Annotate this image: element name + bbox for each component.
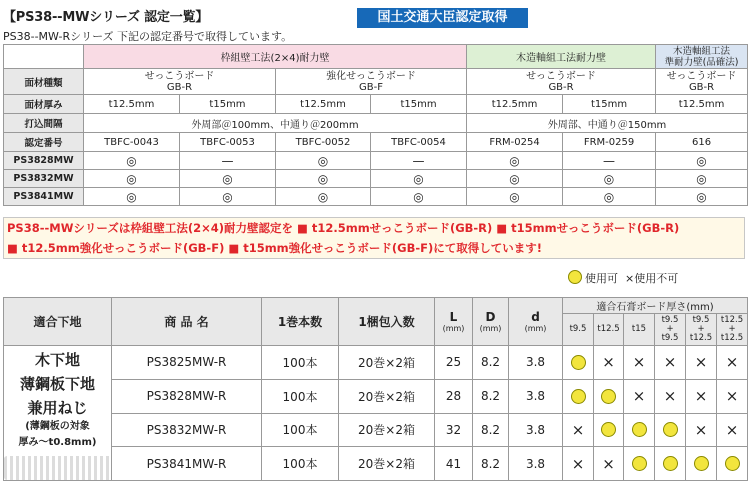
screw-coil-image <box>4 456 112 480</box>
fit-cell <box>717 346 748 380</box>
cert-mark: ◎ <box>563 170 656 188</box>
base-line-2: 薄鋼板下地 <box>19 375 95 393</box>
board-thickness-col: t12.5 <box>594 314 624 346</box>
spec-pack: 20巻×2箱 <box>339 413 435 447</box>
header-product: 商 品 名 <box>112 298 262 346</box>
base-note-2: 厚み〜t0.8mm) <box>18 437 97 448</box>
thickness-cell: t12.5mm <box>84 95 180 114</box>
usable-circle-icon <box>601 389 616 404</box>
thickness-cell: t12.5mm <box>276 95 371 114</box>
spec-L: 25 <box>435 346 473 380</box>
certification-table <box>3 44 748 206</box>
fit-cell <box>594 379 624 413</box>
base-note-1: (薄鋼板の対象 <box>25 421 90 432</box>
spacing-cell: 外周部、中通り＠150mm <box>467 114 748 133</box>
fit-cell <box>686 346 717 380</box>
cert-number-cell: FRM-0254 <box>467 133 563 152</box>
cert-mark: — <box>371 152 467 170</box>
cert-mark: — <box>180 152 276 170</box>
row-label-spacing: 打込間隔 <box>4 114 84 133</box>
fit-cell <box>563 447 594 481</box>
not-usable-x-icon: × <box>725 353 739 372</box>
header-L <box>435 298 473 346</box>
spec-roll: 100本 <box>262 379 339 413</box>
product-cert-row <box>4 188 748 206</box>
group-header-semi: 木造軸組工法 準耐力壁(品確法) <box>656 45 748 69</box>
cert-mark: ◎ <box>276 152 371 170</box>
not-usable-x-icon: × <box>663 353 677 372</box>
product-name: PS3832MW <box>4 170 84 188</box>
usable-circle-icon <box>663 422 678 437</box>
usable-circle-icon <box>632 456 647 471</box>
spec-D: 8.2 <box>473 346 509 380</box>
page-subtitle: PS38--MW-Rシリーズ 下記の認定番号で取得しています。 <box>3 30 293 43</box>
base-line-1: 木下地 <box>34 351 80 369</box>
cert-mark: ◎ <box>467 152 563 170</box>
thickness-cell: t15mm <box>180 95 276 114</box>
fit-cell <box>655 413 686 447</box>
spec-name: PS3841MW-R <box>112 447 262 481</box>
legend-ng: ×使用不可 <box>625 272 679 285</box>
spec-roll: 100本 <box>262 346 339 380</box>
header-L-unit: (mm) <box>442 323 465 333</box>
spec-D: 8.2 <box>473 413 509 447</box>
fit-cell <box>655 447 686 481</box>
usable-circle-icon <box>568 270 582 284</box>
thickness-cell: t12.5mm <box>467 95 563 114</box>
base-description <box>4 346 112 481</box>
not-usable-x-icon: × <box>663 387 677 406</box>
fit-cell <box>624 447 655 481</box>
board-cell: 強化せっこうボード GB-F <box>276 69 467 95</box>
spec-pack: 20巻×2箱 <box>339 379 435 413</box>
fit-cell <box>717 413 748 447</box>
not-usable-x-icon: × <box>571 454 585 473</box>
cert-mark: ◎ <box>656 170 748 188</box>
cert-mark: ◎ <box>467 170 563 188</box>
cert-number-cell: TBFC-0052 <box>276 133 371 152</box>
spec-row <box>4 413 748 447</box>
not-usable-x-icon: × <box>632 353 646 372</box>
board-thickness-col: t9.5 <box>563 314 594 346</box>
not-usable-x-icon: × <box>725 420 739 439</box>
group-header-wood-frame: 木造軸組工法耐力壁 <box>467 45 656 69</box>
corner-cell <box>4 45 84 69</box>
cert-number-cell: 616 <box>656 133 748 152</box>
fit-cell <box>624 413 655 447</box>
not-usable-x-icon: × <box>602 353 615 372</box>
spec-name: PS3828MW-R <box>112 379 262 413</box>
group-header-2x4: 枠組壁工法(2×4)耐力壁 <box>84 45 467 69</box>
spec-L: 41 <box>435 447 473 481</box>
fit-cell <box>624 379 655 413</box>
cert-mark: ◎ <box>84 152 180 170</box>
row-label-board: 面材種類 <box>4 69 84 95</box>
spec-D: 8.2 <box>473 447 509 481</box>
spec-row <box>4 379 748 413</box>
spec-roll: 100本 <box>262 447 339 481</box>
fit-cell <box>624 346 655 380</box>
spec-pack: 20巻×2箱 <box>339 346 435 380</box>
thickness-cell: t15mm <box>371 95 467 114</box>
not-usable-x-icon: × <box>571 420 585 439</box>
spec-row <box>4 346 748 380</box>
thickness-cell: t12.5mm <box>656 95 748 114</box>
fit-cell <box>594 346 624 380</box>
spec-d: 3.8 <box>509 379 563 413</box>
fit-cell <box>686 413 717 447</box>
not-usable-x-icon: × <box>694 420 708 439</box>
cert-mark: ◎ <box>656 188 748 206</box>
fit-cell <box>594 413 624 447</box>
header-d-label: d <box>531 309 540 324</box>
legend-ok: 使用可 <box>585 272 618 285</box>
spec-D: 8.2 <box>473 379 509 413</box>
cert-mark: ◎ <box>371 188 467 206</box>
cert-mark: ◎ <box>84 170 180 188</box>
not-usable-x-icon: × <box>632 387 646 406</box>
fit-cell <box>655 379 686 413</box>
spec-d: 3.8 <box>509 346 563 380</box>
fit-cell <box>686 447 717 481</box>
not-usable-x-icon: × <box>602 454 615 473</box>
base-line-3: 兼用ねじ <box>27 399 88 417</box>
fit-cell <box>655 346 686 380</box>
header-base: 適合下地 <box>4 298 112 346</box>
board-cell: せっこうボード GB-R <box>467 69 656 95</box>
cert-mark: ◎ <box>84 188 180 206</box>
fit-cell <box>563 379 594 413</box>
usable-circle-icon <box>601 422 616 437</box>
board-cell: せっこうボード GB-R <box>656 69 748 95</box>
thickness-cell: t15mm <box>563 95 656 114</box>
spec-pack: 20巻×2箱 <box>339 447 435 481</box>
header-d-unit: (mm) <box>524 323 547 333</box>
spec-name: PS3832MW-R <box>112 413 262 447</box>
cert-mark: ◎ <box>563 188 656 206</box>
header-per-pack: 1梱包入数 <box>339 298 435 346</box>
not-usable-x-icon: × <box>694 387 708 406</box>
cert-mark: — <box>563 152 656 170</box>
cert-number-cell: TBFC-0053 <box>180 133 276 152</box>
notice-line-2: ■ t12.5mm強化せっこうボード(GB-F) ■ t15mm強化せっこうボード(GB-F)にて取得しています! <box>7 241 543 255</box>
fit-cell <box>563 413 594 447</box>
spec-L: 28 <box>435 379 473 413</box>
fit-cell <box>717 447 748 481</box>
cert-mark: ◎ <box>371 170 467 188</box>
usable-circle-icon <box>632 422 647 437</box>
cert-mark: ◎ <box>276 188 371 206</box>
spec-row <box>4 447 748 481</box>
header-D-unit: (mm) <box>479 323 502 333</box>
spec-L: 32 <box>435 413 473 447</box>
spec-d: 3.8 <box>509 447 563 481</box>
cert-number-cell: FRM-0259 <box>563 133 656 152</box>
usable-circle-icon <box>694 456 709 471</box>
fit-cell <box>563 346 594 380</box>
spec-name: PS3825MW-R <box>112 346 262 380</box>
cert-mark: ◎ <box>180 170 276 188</box>
product-cert-row <box>4 170 748 188</box>
header-per-roll: 1巻本数 <box>262 298 339 346</box>
notice-line-1: PS38--MWシリーズは枠組壁工法(2×4)耐力壁認定を ■ t12.5mmせっこうボード(GB-R) ■ t15mmせっこうボード(GB-R) <box>7 221 680 235</box>
board-thickness-col: t9.5 + t12.5 <box>686 314 717 346</box>
not-usable-x-icon: × <box>725 387 739 406</box>
product-name: PS3841MW <box>4 188 84 206</box>
board-thickness-col: t9.5 + t9.5 <box>655 314 686 346</box>
board-thickness-col: t12.5 + t12.5 <box>717 314 748 346</box>
certification-badge: 国土交通大臣認定取得 <box>357 8 528 28</box>
usable-circle-icon <box>571 355 586 370</box>
fit-cell <box>594 447 624 481</box>
fit-cell <box>686 379 717 413</box>
spec-d: 3.8 <box>509 413 563 447</box>
not-usable-x-icon: × <box>694 353 708 372</box>
header-D <box>473 298 509 346</box>
product-name: PS3828MW <box>4 152 84 170</box>
product-cert-row <box>4 152 748 170</box>
spec-roll: 100本 <box>262 413 339 447</box>
fit-cell <box>717 379 748 413</box>
cert-mark: ◎ <box>180 188 276 206</box>
cert-number-cell: TBFC-0054 <box>371 133 467 152</box>
usable-circle-icon <box>663 456 678 471</box>
board-cell: せっこうボード GB-R <box>84 69 276 95</box>
spacing-cell: 外周部＠100mm、中通り＠200mm <box>84 114 467 133</box>
row-label-thickness: 面材厚み <box>4 95 84 114</box>
cert-number-cell: TBFC-0043 <box>84 133 180 152</box>
header-L-label: L <box>449 309 458 324</box>
spec-table <box>3 297 748 481</box>
usable-circle-icon <box>571 389 586 404</box>
header-D-label: D <box>485 309 496 324</box>
usable-circle-icon <box>725 456 740 471</box>
header-d <box>509 298 563 346</box>
legend <box>568 270 678 286</box>
board-thickness-col: t15 <box>624 314 655 346</box>
page-title: 【PS38--MWシリーズ 認定一覧】 <box>3 10 209 25</box>
row-label-cert: 認定番号 <box>4 133 84 152</box>
certification-notice <box>3 217 745 259</box>
cert-mark: ◎ <box>656 152 748 170</box>
cert-mark: ◎ <box>276 170 371 188</box>
header-board-thickness: 適合石膏ボード厚さ(mm) <box>563 298 748 314</box>
cert-mark: ◎ <box>467 188 563 206</box>
